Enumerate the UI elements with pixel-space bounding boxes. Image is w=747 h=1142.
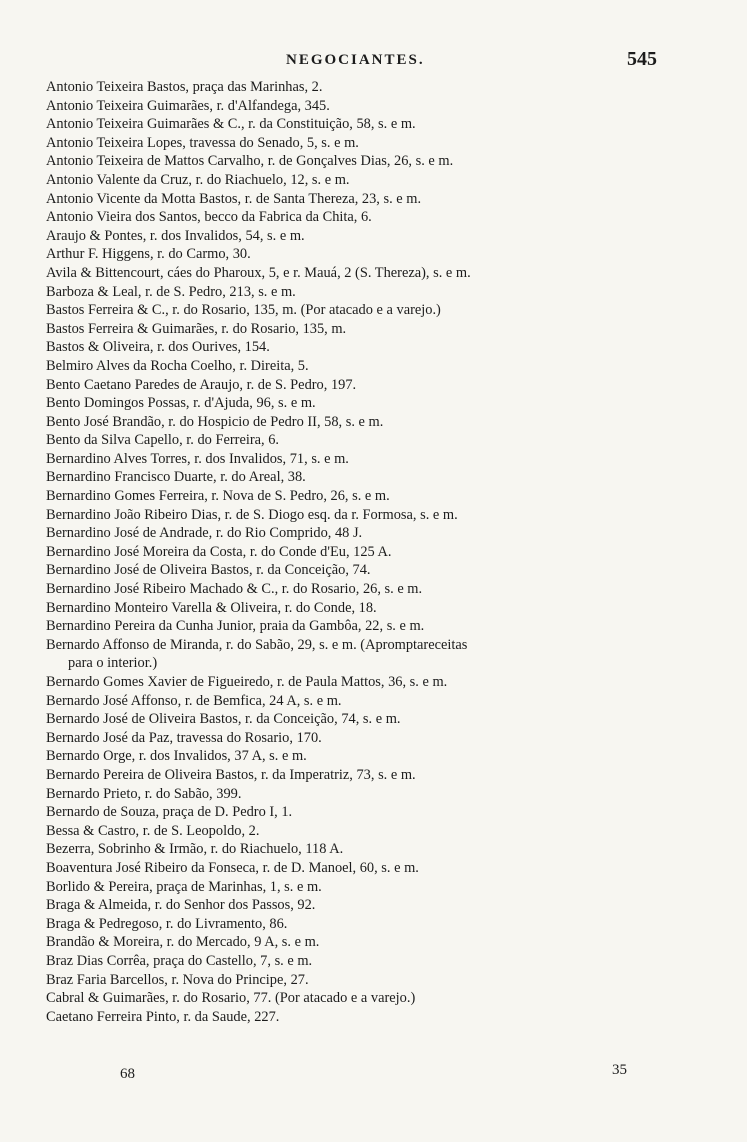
entry-text: Bernardo Pereira de Oliveira Bastos, r. da Imperatriz, 73, s. e m. — [46, 766, 416, 783]
list-item — [46, 710, 726, 729]
list-item — [46, 338, 726, 357]
list-item — [46, 301, 726, 320]
section-title: NEGOCIANTES. — [286, 52, 425, 68]
list-item — [46, 413, 726, 432]
list-item — [46, 636, 726, 673]
list-item — [46, 617, 726, 636]
entry-text: Bento da Silva Capello, r. do Ferreira, 6. — [46, 432, 279, 449]
list-item — [46, 134, 726, 153]
list-item — [46, 896, 726, 915]
list-item — [46, 115, 726, 134]
list-item — [46, 840, 726, 859]
list-item — [46, 171, 726, 190]
list-item — [46, 915, 726, 934]
list-item — [46, 245, 726, 264]
entry-text: Bento Domingos Possas, r. d'Ajuda, 96, s. e m. — [46, 395, 316, 412]
entry-text: Bernardino José Moreira da Costa, r. do Conde d'Eu, 125 A. — [46, 543, 392, 560]
entry-text: Bernardino José de Oliveira Bastos, r. da Conceição, 74. — [46, 562, 371, 579]
list-item — [46, 989, 726, 1008]
entry-text: Bastos Ferreira & Guimarães, r. do Rosario, 135, m. — [46, 320, 347, 337]
list-item — [46, 264, 726, 283]
entry-text: Braz Faria Barcellos, r. Nova do Principe, 27. — [46, 971, 309, 988]
list-item — [46, 357, 726, 376]
list-item — [46, 785, 726, 804]
list-item — [46, 1008, 726, 1027]
list-item — [46, 580, 726, 599]
list-item — [46, 468, 726, 487]
list-item — [46, 766, 726, 785]
entry-text: Antonio Valente da Cruz, r. do Riachuelo, 12, s. e m. — [46, 171, 350, 188]
entry-text: Bernardo José Affonso, r. de Bemfica, 24 A, s. e m. — [46, 692, 342, 709]
entry-text: Bernardino Alves Torres, r. dos Invalidos, 71, s. e m. — [46, 450, 349, 467]
list-item — [46, 729, 726, 748]
entry-text: Belmiro Alves da Rocha Coelho, r. Direita, 5. — [46, 357, 309, 374]
entry-text: Bento Caetano Paredes de Araujo, r. de S. Pedro, 197. — [46, 376, 357, 393]
list-item — [46, 506, 726, 525]
entry-text: Bernardino José Ribeiro Machado & C., r. do Rosario, 26, s. e m. — [46, 581, 423, 598]
entry-text: Bernardino José de Andrade, r. do Rio Comprido, 48 J. — [46, 525, 363, 542]
entry-text: Antonio Teixeira de Mattos Carvalho, r. de Gonçalves Dias, 26, s. e m. — [46, 153, 454, 170]
list-item — [46, 673, 726, 692]
list-item — [46, 320, 726, 339]
list-item — [46, 487, 726, 506]
entry-text: Bezerra, Sobrinho & Irmão, r. do Riachuelo, 118 A. — [46, 841, 344, 858]
list-item — [46, 190, 726, 209]
entry-text: Arthur F. Higgens, r. do Carmo, 30. — [46, 246, 251, 263]
entry-text: Antonio Vieira dos Santos, becco da Fabrica da Chita, 6. — [46, 209, 372, 226]
entry-text: Antonio Teixeira Guimarães & C., r. da Constituição, 58, s. e m. — [46, 116, 416, 133]
list-item — [46, 376, 726, 395]
list-item — [46, 952, 726, 971]
entry-text: Bernardo Gomes Xavier de Figueiredo, r. de Paula Mattos, 36, s. e m. — [46, 674, 448, 690]
entry-text: Cabral & Guimarães, r. do Rosario, 77. (Por atacado e a varejo.) — [46, 990, 416, 1007]
entry-text: Bernardo Prieto, r. do Sabão, 399. — [46, 785, 242, 802]
entry-text: Bernardo José de Oliveira Bastos, r. da Conceição, 74, s. e m. — [46, 711, 401, 728]
entry-text: Bernardino Gomes Ferreira, r. Nova de S. Pedro, 26, s. e m. — [46, 488, 390, 505]
entry-text: Bernardino Monteiro Varella & Oliveira, r. do Conde, 18. — [46, 599, 377, 616]
entry-text: Araujo & Pontes, r. dos Invalidos, 54, s. e m. — [46, 227, 305, 244]
entry-text: Bernardo de Souza, praça de D. Pedro I, 1. — [46, 804, 293, 821]
list-item — [46, 561, 726, 580]
list-item — [46, 450, 726, 469]
entry-text: Antonio Teixeira Guimarães, r. d'Alfandega, 345. — [46, 97, 330, 114]
list-item — [46, 933, 726, 952]
page-number: 545 — [627, 48, 657, 70]
entry-text: Bernardo Affonso de Miranda, r. do Sabão, 29, s. e m. (Apromptareceitas — [46, 636, 468, 653]
list-item — [46, 524, 726, 543]
list-item — [46, 747, 726, 766]
list-item — [46, 822, 726, 841]
list-item — [46, 152, 726, 171]
entry-text: Bernardino Francisco Duarte, r. do Areal, 38. — [46, 469, 306, 486]
entry-text: Borlido & Pereira, praça de Marinhas, 1, s. e m. — [46, 878, 322, 895]
list-item — [46, 97, 726, 116]
entry-text: Antonio Teixeira Bastos, praça das Marinhas, 2. — [46, 79, 323, 95]
entry-text: Brandão & Moreira, r. do Mercado, 9 A, s. e m. — [46, 934, 320, 951]
running-head — [0, 48, 747, 80]
list-item — [46, 599, 726, 618]
list-item — [46, 208, 726, 227]
list-item — [46, 431, 726, 450]
list-item — [46, 283, 726, 302]
list-item — [46, 878, 726, 897]
entry-text: Bastos Ferreira & C., r. do Rosario, 135, m. (Por atacado e a varejo.) — [46, 302, 441, 319]
entry-text: Bessa & Castro, r. de S. Leopoldo, 2. — [46, 822, 260, 839]
footer-number: 35 — [612, 1062, 627, 1078]
entry-text: Braga & Pedregoso, r. do Livramento, 86. — [46, 915, 288, 932]
list-item — [46, 803, 726, 822]
entry-text: Antonio Teixeira Lopes, travessa do Senado, 5, s. e m. — [46, 134, 359, 151]
entry-text: Avila & Bittencourt, cáes do Pharoux, 5, e r. Mauá, 2 (S. Thereza), s. e m. — [46, 264, 471, 281]
list-item — [46, 692, 726, 711]
entry-text: Caetano Ferreira Pinto, r. da Saude, 227. — [46, 1008, 280, 1025]
entry-text: Braga & Almeida, r. do Senhor dos Passos, 92. — [46, 897, 316, 914]
entry-continuation: para o interior.) — [68, 655, 158, 672]
list-item — [46, 78, 726, 97]
entry-text: Bernardo José da Paz, travessa do Rosario, 170. — [46, 729, 322, 746]
entry-text: Bernardino João Ribeiro Dias, r. de S. Diogo esq. da r. Formosa, s. e m. — [46, 506, 458, 523]
entry-text: Braz Dias Corrêa, praça do Castello, 7, s. e m. — [46, 952, 313, 969]
entry-text: Bernardino Pereira da Cunha Junior, praia da Gambôa, 22, s. e m. — [46, 618, 425, 635]
entry-text: Barboza & Leal, r. de S. Pedro, 213, s. e m. — [46, 283, 296, 300]
merchant-list — [46, 78, 726, 1026]
entry-text: Antonio Vicente da Motta Bastos, r. de Santa Thereza, 23, s. e m. — [46, 190, 422, 207]
list-item — [46, 394, 726, 413]
entry-text: Boaventura José Ribeiro da Fonseca, r. de D. Manoel, 60, s. e m. — [46, 859, 419, 876]
entry-text: Bastos & Oliveira, r. dos Ourives, 154. — [46, 339, 270, 356]
list-item — [46, 227, 726, 246]
list-item — [46, 859, 726, 878]
list-item — [46, 971, 726, 990]
list-item — [46, 543, 726, 562]
entry-text: Bernardo Orge, r. dos Invalidos, 37 A, s. e m. — [46, 748, 307, 765]
printer-signature: 68 — [120, 1066, 135, 1082]
entry-text: Bento José Brandão, r. do Hospicio de Pedro II, 58, s. e m. — [46, 413, 384, 430]
